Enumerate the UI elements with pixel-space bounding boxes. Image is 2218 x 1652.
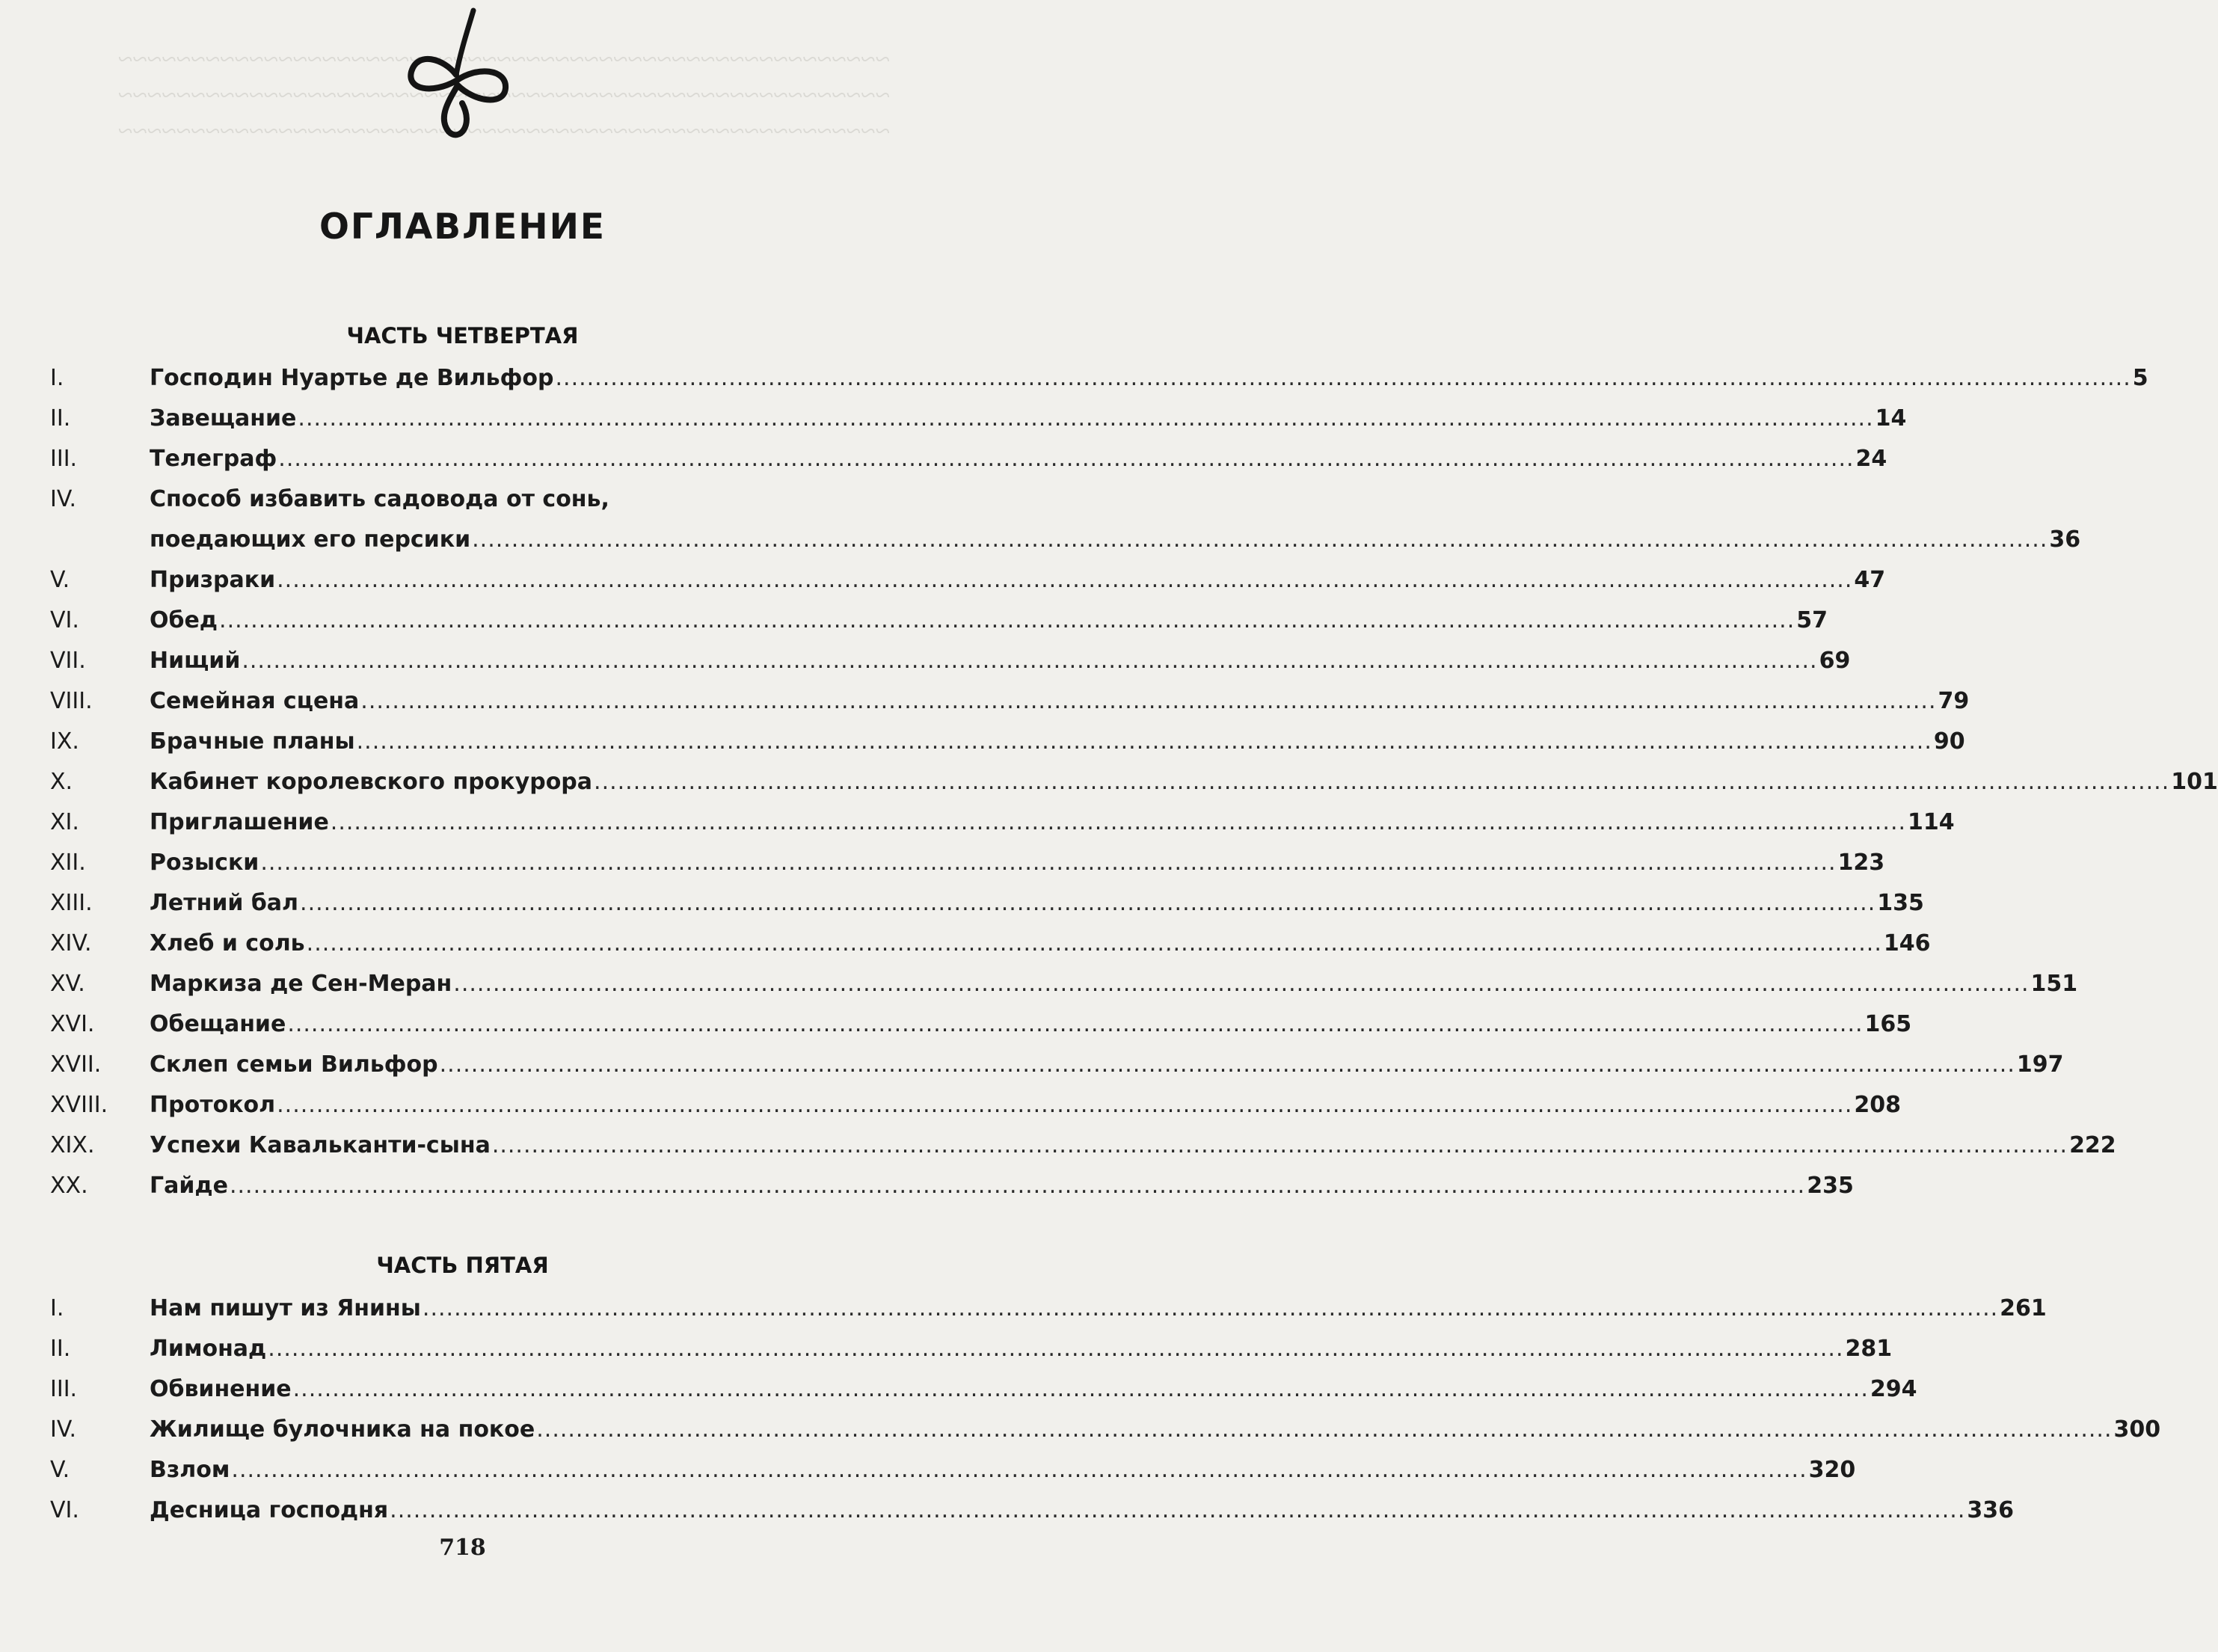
toc-entry	[50, 641, 1851, 681]
chapter-entry	[150, 358, 2148, 399]
toc-list	[50, 358, 2218, 1206]
chapter-page-number: 261	[2000, 1295, 2047, 1321]
chapter-number: VI.	[50, 1497, 79, 1523]
chapter-entry	[150, 883, 1924, 924]
chapter-page-number: 294	[1870, 1376, 1917, 1402]
chapter-page-number: 47	[1854, 567, 1886, 593]
chapter-page-number: 151	[2030, 971, 2078, 997]
dot-leader: ........................................................................................................................................................................................................	[277, 1092, 1853, 1118]
dot-leader: ........................................................................................................................................................................................................	[594, 769, 2170, 795]
chapter-title: Десница господня	[150, 1497, 389, 1523]
chapter-number: XII.	[50, 850, 86, 876]
chapter-number: XI.	[50, 809, 79, 835]
chapter-entry	[150, 1085, 1901, 1126]
chapter-title: Брачные планы	[150, 728, 355, 755]
chapter-page-number: 222	[2069, 1132, 2116, 1158]
chapter-page-number: 114	[1908, 809, 1955, 835]
dot-leader: ........................................................................................................................................................................................................	[300, 890, 1876, 916]
chapter-entry	[150, 641, 1851, 681]
dot-leader: ........................................................................................................................................................................................................	[268, 1336, 1844, 1362]
chapter-entry	[150, 1329, 1893, 1369]
chapter-entry	[150, 1166, 1854, 1206]
chapter-number: VIII.	[50, 688, 93, 714]
show-through-text: ~~~~~~~~~~~~~~~~~~~~~~~~~~~~~~~~~~~~~~~~~~~~~~~~~~~~~ ~~~~~~~~~~~~~~~~~~~~~~~~~~~~~~~~~~~~~~~~~~~~~~~~~~~~~ ~~~~~~~~~~~~~~~~~~~~~~~~~~~~~~~~~~~~~~~~~~~~~~~~~~~~~	[117, 44, 890, 146]
page-title: ОГЛАВЛЕНИЕ	[319, 206, 606, 248]
chapter-entry	[150, 924, 1931, 964]
dot-leader: ........................................................................................................................................................................................................	[491, 1132, 2068, 1158]
chapter-page-number: 208	[1854, 1092, 1901, 1118]
toc-entry	[50, 722, 1965, 762]
dot-leader: ........................................................................................................................................................................................................	[242, 648, 1818, 674]
chapter-page-number: 197	[2016, 1051, 2064, 1078]
dot-leader: ........................................................................................................................................................................................................	[292, 1376, 1869, 1402]
chapter-page-number: 165	[1864, 1011, 1912, 1037]
dot-leader: ........................................................................................................................................................................................................	[536, 1416, 2113, 1443]
dot-leader: ........................................................................................................................................................................................................	[390, 1497, 1966, 1523]
page-number: 718	[439, 1535, 486, 1561]
chapter-number: IV.	[50, 1416, 77, 1443]
chapter-page-number: 320	[1808, 1457, 1856, 1483]
toc-entry	[50, 1450, 1856, 1490]
chapter-entry	[150, 1369, 1917, 1410]
chapter-page-number: 14	[1875, 405, 1907, 432]
chapter-title: Господин Нуартье де Вильфор	[150, 365, 554, 391]
dot-leader: ........................................................................................................................................................................................................	[229, 1173, 1806, 1199]
toc-entry	[50, 1410, 2161, 1450]
dot-leader: ........................................................................................................................................................................................................	[356, 728, 1932, 755]
chapter-number: X.	[50, 769, 73, 795]
chapter-page-number: 101	[2171, 769, 2218, 795]
chapter-title: Маркиза де Сен-Меран	[150, 971, 452, 997]
chapter-number: VII.	[50, 648, 86, 674]
chapter-number: II.	[50, 405, 71, 432]
toc-entry	[50, 358, 2148, 399]
chapter-title: Протокол	[150, 1092, 276, 1118]
toc-entry	[50, 1166, 1854, 1206]
chapter-page-number: 24	[1855, 446, 1887, 472]
dot-leader: ........................................................................................................................................................................................................	[231, 1457, 1807, 1483]
chapter-page-number: 336	[1967, 1497, 2015, 1523]
chapter-entry	[150, 964, 2078, 1004]
chapter-title: Кабинет королевского прокурора	[150, 769, 593, 795]
chapter-title: Хлеб и соль	[150, 930, 305, 956]
dot-leader: ........................................................................................................................................................................................................	[306, 930, 1882, 956]
toc-entry	[50, 762, 2218, 802]
chapter-number: V.	[50, 567, 70, 593]
chapter-page-number: 135	[1877, 890, 1924, 916]
part-heading: ЧАСТЬ ПЯТАЯ	[376, 1253, 549, 1278]
toc-entry	[50, 439, 1887, 479]
chapter-entry	[150, 843, 1885, 883]
chapter-entry	[150, 1004, 1912, 1045]
chapter-entry	[150, 1450, 1856, 1490]
dot-leader: ........................................................................................................................................................................................................	[439, 1051, 2015, 1078]
toc-entry	[50, 1045, 2064, 1085]
chapter-page-number: 90	[1933, 728, 1965, 755]
chapter-number: IV.	[50, 486, 77, 512]
part-heading: ЧАСТЬ ЧЕТВЕРТАЯ	[346, 323, 579, 348]
toc-entry	[50, 1004, 1912, 1045]
chapter-title: Обед	[150, 607, 218, 633]
dot-leader: ........................................................................................................................................................................................................	[453, 971, 2030, 997]
dot-leader: ........................................................................................................................................................................................................	[555, 365, 2131, 391]
chapter-title: Розыски	[150, 850, 259, 876]
chapter-number: II.	[50, 1336, 71, 1362]
chapter-page-number: 123	[1837, 850, 1885, 876]
chapter-title: Нищий	[150, 648, 241, 674]
chapter-title: Летний бал	[150, 890, 299, 916]
chapter-title: Обвинение	[150, 1376, 292, 1402]
chapter-title: Нам пишут из Янины	[150, 1295, 421, 1321]
flourish-ornament-icon	[402, 6, 514, 141]
chapter-entry	[150, 601, 1828, 641]
chapter-entry	[150, 681, 1970, 722]
toc-entry	[50, 1329, 1893, 1369]
chapter-title: Способ избавить садовода от сонь,	[150, 486, 609, 512]
chapter-page-number: 36	[2049, 526, 2081, 553]
chapter-title: Призраки	[150, 567, 276, 593]
chapter-entry	[150, 1126, 2116, 1166]
dot-leader: ........................................................................................................................................................................................................	[260, 850, 1837, 876]
toc-entry	[50, 1085, 1901, 1126]
chapter-entry	[150, 762, 2218, 802]
toc-entry	[50, 843, 1885, 883]
chapter-number: XV.	[50, 971, 85, 997]
chapter-entry	[150, 439, 1887, 479]
chapter-number: VI.	[50, 607, 79, 633]
toc-entry	[50, 479, 2081, 560]
chapter-title: Лимонад	[150, 1336, 267, 1362]
chapter-title: Телеграф	[150, 446, 277, 472]
toc-entry	[50, 681, 1970, 722]
chapter-page-number: 281	[1845, 1336, 1893, 1362]
toc-entry	[50, 802, 1955, 843]
toc-list	[50, 1289, 2161, 1531]
chapter-number: III.	[50, 446, 78, 472]
chapter-number: XVII.	[50, 1051, 102, 1078]
toc-entry	[50, 601, 1828, 641]
chapter-number: XIII.	[50, 890, 93, 916]
dot-leader: ........................................................................................................................................................................................................	[278, 446, 1855, 472]
chapter-page-number: 235	[1807, 1173, 1854, 1199]
chapter-page-number: 5	[2132, 365, 2148, 391]
chapter-number: V.	[50, 1457, 70, 1483]
dot-leader: ........................................................................................................................................................................................................	[360, 688, 1937, 714]
chapter-entry	[150, 479, 2081, 560]
chapter-entry	[150, 1045, 2064, 1085]
chapter-title: Гайде	[150, 1173, 228, 1199]
chapter-number: IX.	[50, 728, 79, 755]
toc-entry	[50, 1369, 1917, 1410]
toc-entry	[50, 560, 1886, 601]
chapter-title: Обещание	[150, 1011, 286, 1037]
chapter-entry	[150, 399, 1907, 439]
toc-entry	[50, 1490, 2015, 1531]
chapter-title-continued: поедающих его персики	[150, 526, 471, 553]
chapter-number: XIV.	[50, 930, 92, 956]
chapter-page-number: 300	[2113, 1416, 2161, 1443]
chapter-number: XIX.	[50, 1132, 95, 1158]
chapter-entry	[150, 1410, 2161, 1450]
chapter-number: XVI.	[50, 1011, 95, 1037]
chapter-number: III.	[50, 1376, 78, 1402]
chapter-entry	[150, 802, 1955, 843]
chapter-page-number: 69	[1819, 648, 1851, 674]
chapter-title: Взлом	[150, 1457, 230, 1483]
chapter-number: XX.	[50, 1173, 88, 1199]
chapter-entry	[150, 1490, 2015, 1531]
dot-leader: ........................................................................................................................................................................................................	[219, 607, 1795, 633]
toc-entry	[50, 883, 1924, 924]
chapter-number: I.	[50, 365, 64, 391]
toc-entry	[50, 924, 1931, 964]
dot-leader: ........................................................................................................................................................................................................	[298, 405, 1874, 432]
chapter-entry	[150, 1289, 2047, 1329]
chapter-entry	[150, 560, 1886, 601]
chapter-title: Склеп семьи Вильфор	[150, 1051, 438, 1078]
chapter-title: Успехи Кавальканти-сына	[150, 1132, 491, 1158]
toc-entry	[50, 964, 2078, 1004]
dot-leader: ........................................................................................................................................................................................................	[422, 1295, 1999, 1321]
chapter-title: Завещание	[150, 405, 297, 432]
dot-leader: ........................................................................................................................................................................................................	[287, 1011, 1864, 1037]
toc-entry	[50, 1289, 2047, 1329]
chapter-title: Приглашение	[150, 809, 329, 835]
chapter-title: Семейная сцена	[150, 688, 360, 714]
chapter-page-number: 79	[1938, 688, 1970, 714]
toc-entry	[50, 1126, 2116, 1166]
dot-leader: ........................................................................................................................................................................................................	[330, 809, 1907, 835]
dot-leader: ........................................................................................................................................................................................................	[472, 526, 2048, 553]
toc-entry	[50, 399, 1907, 439]
chapter-title: Жилище булочника на покое	[150, 1416, 535, 1443]
chapter-number: XVIII.	[50, 1092, 108, 1118]
chapter-number: I.	[50, 1295, 64, 1321]
chapter-page-number: 57	[1796, 607, 1828, 633]
chapter-entry	[150, 722, 1965, 762]
dot-leader: ........................................................................................................................................................................................................	[277, 567, 1853, 593]
chapter-page-number: 146	[1883, 930, 1931, 956]
